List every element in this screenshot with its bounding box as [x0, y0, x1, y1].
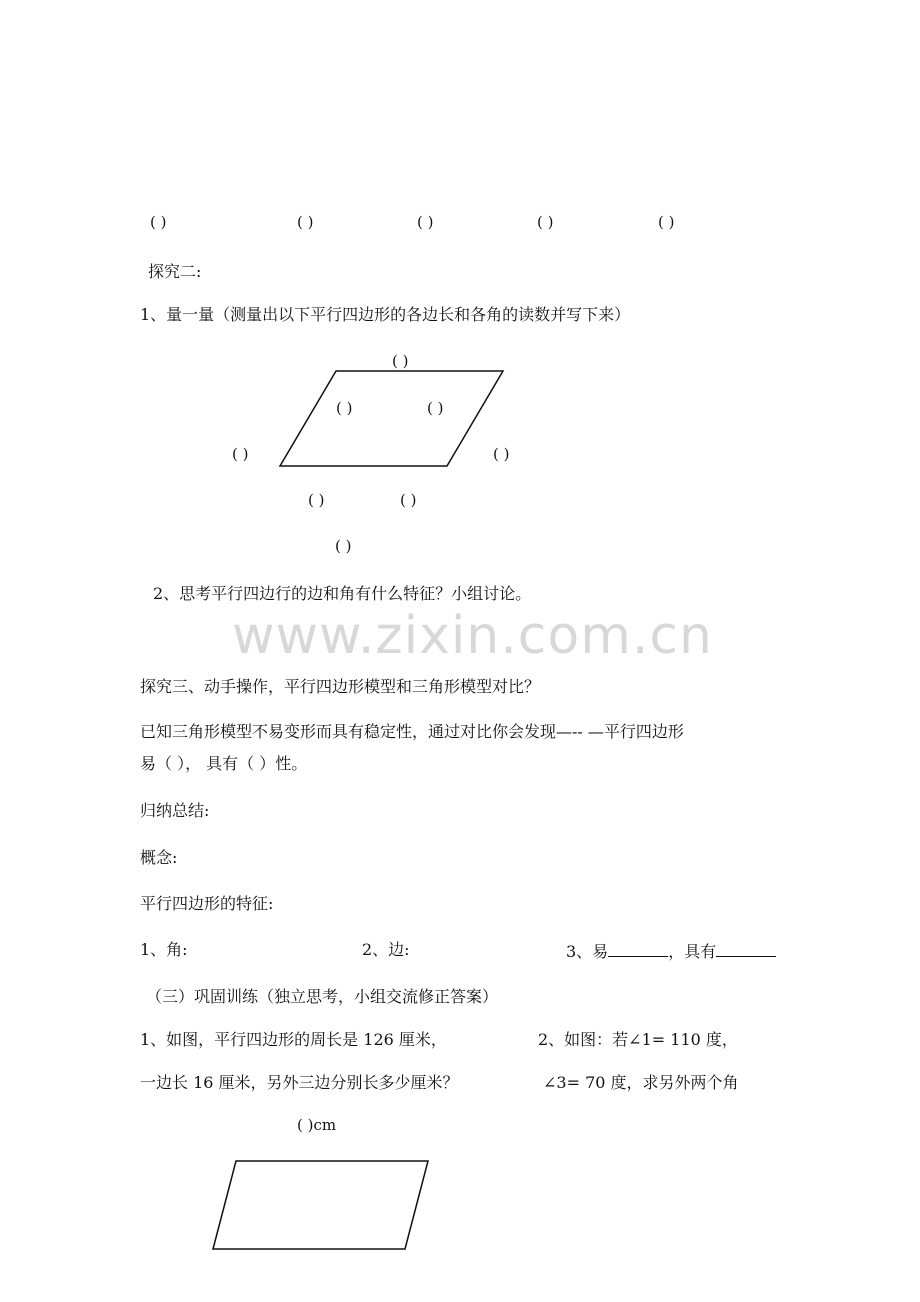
practice-2-line1: 2、如图：若∠1= 110 度，	[538, 1030, 738, 1049]
feature-has-label: ，具有	[668, 942, 717, 961]
figure-label-left: ( )	[232, 445, 249, 463]
figure-label-below-left: ( )	[308, 491, 325, 509]
figure-label-top: ( )	[392, 352, 409, 370]
feature-angle: 1、角:	[140, 940, 188, 959]
feature-has-blank[interactable]	[716, 940, 776, 957]
feature-easy-label: 3、易	[566, 942, 609, 961]
feature-easy-blank[interactable]	[608, 940, 668, 957]
parallelogram-measure	[280, 371, 503, 466]
summary-heading: 归纳总结:	[140, 801, 210, 820]
explore3-line1: 已知三角形模型不易变形而具有稳定性，通过对比你会发现—-- —平行四边形	[140, 722, 684, 741]
cm-label: ( )cm	[297, 1116, 337, 1134]
top-paren-2: ( )	[297, 213, 314, 231]
figure-label-inner-right: ( )	[427, 399, 444, 417]
practice-1-line2: 一边长 16 厘米，另外三边分别长多少厘米？	[140, 1073, 459, 1092]
explore2-q2: 2、思考平行四边行的边和角有什么特征？小组讨论。	[153, 584, 532, 603]
top-paren-1: ( )	[150, 213, 167, 231]
explore3-heading: 探究三、动手操作，平行四边形模型和三角形模型对比？	[140, 677, 541, 696]
parallelogram-practice	[213, 1161, 428, 1249]
figure-label-bottom: ( )	[335, 537, 352, 555]
explore2-q1: 1、量一量（测量出以下平行四边形的各边长和各角的读数并写下来）	[140, 305, 631, 324]
figure-label-below-right: ( )	[400, 491, 417, 509]
concept-label: 概念:	[140, 848, 178, 867]
top-paren-3: ( )	[417, 213, 434, 231]
top-paren-5: ( )	[658, 213, 675, 231]
top-paren-4: ( )	[537, 213, 554, 231]
feature-side: 2、边:	[362, 940, 410, 959]
practice-2-line2: ∠3= 70 度，求另外两个角	[543, 1073, 739, 1092]
explore2-heading: 探究二:	[148, 262, 202, 281]
explore3-line2: 易（ ）， 具有（ ）性。	[140, 754, 308, 773]
practice-heading: （三）巩固训练（独立思考，小组交流修正答案）	[146, 987, 499, 1006]
features-label: 平行四边形的特征:	[140, 894, 274, 913]
figure-label-right: ( )	[493, 445, 510, 463]
feature-easy	[566, 940, 776, 962]
figure-label-inner-left: ( )	[336, 399, 353, 417]
practice-1-line1: 1、如图，平行四边形的周长是 126 厘米，	[140, 1030, 447, 1049]
watermark: www.zixin.com.cn	[232, 606, 713, 666]
